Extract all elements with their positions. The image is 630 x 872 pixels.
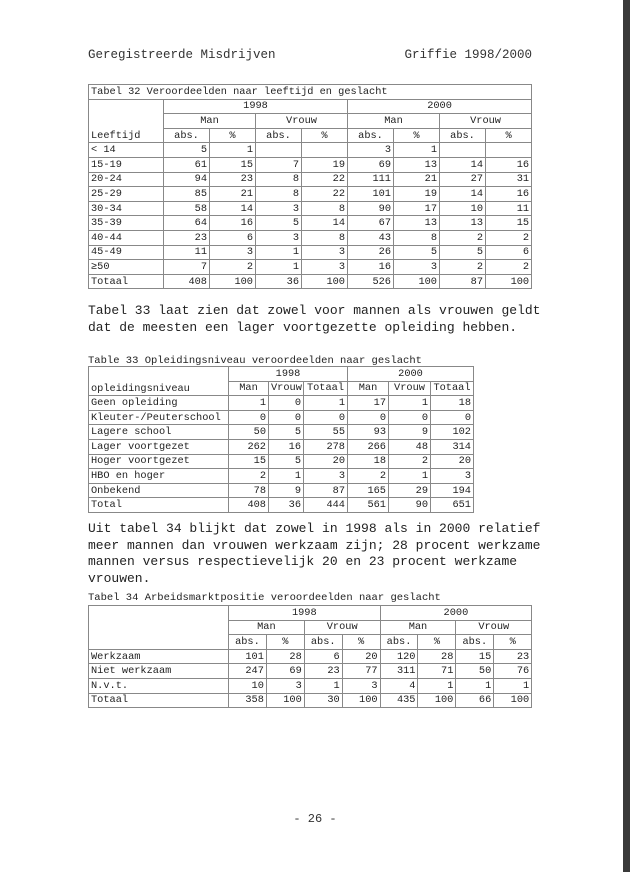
row-label: 15-19 — [89, 157, 164, 172]
cell-value: 526 — [348, 274, 394, 289]
cell-value: 9 — [389, 425, 431, 440]
cell-value — [440, 143, 486, 158]
table-row — [89, 187, 532, 202]
cell-value: 13 — [394, 216, 440, 231]
column-header: % — [342, 635, 380, 650]
cell-value: 1 — [389, 469, 431, 484]
table-title: Tabel 32 Veroordeelden naar leeftijd en geslacht — [89, 85, 532, 100]
label-header-cell — [89, 606, 229, 650]
table-row — [89, 425, 474, 440]
cell-value: 87 — [304, 483, 348, 498]
cell-value: 7 — [164, 260, 210, 275]
table-row — [89, 664, 532, 679]
cell-value: 101 — [229, 649, 267, 664]
year-header: 1998 — [164, 99, 348, 114]
cell-value: 2 — [440, 260, 486, 275]
cell-value: 93 — [348, 425, 389, 440]
cell-value: 55 — [304, 425, 348, 440]
column-header: % — [266, 635, 304, 650]
cell-value: 3 — [266, 678, 304, 693]
cell-value: 22 — [302, 187, 348, 202]
cell-value — [302, 143, 348, 158]
cell-value: 3 — [256, 201, 302, 216]
label-header: opleidingsniveau — [91, 383, 190, 396]
cell-value — [256, 143, 302, 158]
cell-value: 14 — [440, 157, 486, 172]
gender-header: Vrouw — [456, 620, 532, 635]
table-row — [89, 172, 532, 187]
cell-value: 247 — [229, 664, 267, 679]
table-34-title: Tabel 34 Arbeidsmarktpositie veroordeelden naar geslacht — [88, 592, 441, 604]
row-label: 25-29 — [89, 187, 164, 202]
table-row — [89, 260, 532, 275]
row-label: Totaal — [89, 274, 164, 289]
table-row — [89, 649, 532, 664]
cell-value: 21 — [394, 172, 440, 187]
cell-value: 50 — [456, 664, 494, 679]
cell-value: 14 — [302, 216, 348, 231]
cell-value: 22 — [302, 172, 348, 187]
column-header: Totaal — [304, 381, 348, 396]
cell-value: 28 — [418, 649, 456, 664]
cell-value: 1 — [304, 396, 348, 411]
row-label: 35-39 — [89, 216, 164, 231]
cell-value: 435 — [380, 693, 418, 708]
cell-value: 14 — [440, 187, 486, 202]
cell-value: 20 — [431, 454, 474, 469]
cell-value: 17 — [394, 201, 440, 216]
cell-value: 8 — [302, 201, 348, 216]
row-label: 30-34 — [89, 201, 164, 216]
column-header: abs. — [348, 128, 394, 143]
cell-value: 20 — [342, 649, 380, 664]
table-row — [89, 157, 532, 172]
cell-value: 3 — [304, 469, 348, 484]
cell-value: 2 — [440, 230, 486, 245]
cell-value: 26 — [348, 245, 394, 260]
cell-value: 8 — [302, 230, 348, 245]
cell-value: 0 — [389, 410, 431, 425]
year-header-row — [89, 99, 532, 114]
cell-value: 3 — [348, 143, 394, 158]
cell-value: 61 — [164, 157, 210, 172]
cell-value: 8 — [394, 230, 440, 245]
cell-value: 31 — [486, 172, 532, 187]
table-row — [89, 498, 474, 513]
cell-value: 408 — [164, 274, 210, 289]
cell-value: 1 — [256, 260, 302, 275]
cell-value: 262 — [229, 439, 269, 454]
cell-value: 165 — [348, 483, 389, 498]
cell-value: 15 — [210, 157, 256, 172]
cell-value: 11 — [486, 201, 532, 216]
cell-value: 651 — [431, 498, 474, 513]
row-label: HBO en hoger — [89, 469, 229, 484]
cell-value: 87 — [440, 274, 486, 289]
cell-value: 30 — [304, 693, 342, 708]
column-header: Man — [229, 381, 269, 396]
column-header: % — [394, 128, 440, 143]
cell-value: 19 — [302, 157, 348, 172]
cell-value: 20 — [304, 454, 348, 469]
cell-value: 10 — [229, 678, 267, 693]
table-row — [89, 245, 532, 260]
cell-value: 266 — [348, 439, 389, 454]
cell-value: 100 — [486, 274, 532, 289]
cell-value: 15 — [456, 649, 494, 664]
cell-value: 444 — [304, 498, 348, 513]
cell-value: 6 — [304, 649, 342, 664]
cell-value: 3 — [210, 245, 256, 260]
row-label: Lagere school — [89, 425, 229, 440]
year-header: 1998 — [229, 606, 381, 621]
table-row — [89, 469, 474, 484]
cell-value: 3 — [342, 678, 380, 693]
cell-value: 18 — [348, 454, 389, 469]
cell-value: 77 — [342, 664, 380, 679]
cell-value: 66 — [456, 693, 494, 708]
cell-value: 408 — [229, 498, 269, 513]
column-header: abs. — [256, 128, 302, 143]
cell-value: 1 — [229, 396, 269, 411]
label-header: Leeftijd — [91, 130, 141, 143]
cell-value: 94 — [164, 172, 210, 187]
table-32-age-gender — [88, 84, 532, 289]
table-row — [89, 201, 532, 216]
cell-value: 16 — [486, 187, 532, 202]
column-header: Vrouw — [389, 381, 431, 396]
cell-value: 15 — [229, 454, 269, 469]
cell-value: 2 — [486, 260, 532, 275]
cell-value: 3 — [431, 469, 474, 484]
cell-value: 13 — [440, 216, 486, 231]
row-label: N.v.t. — [89, 678, 229, 693]
gender-header: Vrouw — [304, 620, 380, 635]
cell-value: 120 — [380, 649, 418, 664]
cell-value: 2 — [348, 469, 389, 484]
cell-value: 1 — [494, 678, 532, 693]
row-label: Geen opleiding — [89, 396, 229, 411]
cell-value: 278 — [304, 439, 348, 454]
cell-value: 19 — [394, 187, 440, 202]
label-header-cell — [89, 367, 229, 396]
year-header: 2000 — [348, 99, 532, 114]
year-header: 1998 — [229, 367, 348, 382]
cell-value: 23 — [304, 664, 342, 679]
cell-value: 100 — [494, 693, 532, 708]
row-label: 40-44 — [89, 230, 164, 245]
column-header: abs. — [456, 635, 494, 650]
row-label: Niet werkzaam — [89, 664, 229, 679]
year-header: 2000 — [380, 606, 532, 621]
paragraph-2: Uit tabel 34 blijkt dat zowel in 1998 als in 2000 relatief meer mannen dan vrouwen werkzaam zijn; 28 procent werkzame mannen versus respectievelijk 20 en 23 procent werkzame vrouwen. — [88, 521, 541, 586]
cell-value: 16 — [269, 439, 304, 454]
cell-value: 0 — [348, 410, 389, 425]
cell-value: 36 — [269, 498, 304, 513]
header-title: Geregistreerde Misdrijven — [88, 48, 276, 62]
column-header: abs. — [164, 128, 210, 143]
scan-edge — [623, 0, 630, 872]
cell-value: 36 — [256, 274, 302, 289]
cell-value: 5 — [256, 216, 302, 231]
column-header: abs. — [229, 635, 267, 650]
gender-header: Vrouw — [256, 114, 348, 129]
cell-value: 48 — [389, 439, 431, 454]
cell-value: 100 — [394, 274, 440, 289]
row-label: < 14 — [89, 143, 164, 158]
cell-value: 1 — [394, 143, 440, 158]
row-label: Kleuter-/Peuterschool — [89, 410, 229, 425]
cell-value: 5 — [269, 425, 304, 440]
cell-value: 29 — [389, 483, 431, 498]
cell-value: 311 — [380, 664, 418, 679]
table-row — [89, 410, 474, 425]
cell-value: 85 — [164, 187, 210, 202]
page-number: - 26 - — [293, 812, 337, 826]
column-header: Man — [348, 381, 389, 396]
label-header-cell — [89, 99, 164, 143]
row-label: ≥50 — [89, 260, 164, 275]
cell-value: 1 — [304, 678, 342, 693]
cell-value: 3 — [302, 245, 348, 260]
column-header: % — [486, 128, 532, 143]
cell-value: 194 — [431, 483, 474, 498]
table-row — [89, 454, 474, 469]
cell-value: 13 — [394, 157, 440, 172]
cell-value: 69 — [348, 157, 394, 172]
row-label: Totaal — [89, 693, 229, 708]
cell-value: 71 — [418, 664, 456, 679]
cell-value: 16 — [348, 260, 394, 275]
table-row — [89, 216, 532, 231]
column-header: Totaal — [431, 381, 474, 396]
cell-value: 1 — [210, 143, 256, 158]
cell-value: 1 — [256, 245, 302, 260]
table-row — [89, 274, 532, 289]
row-label: Werkzaam — [89, 649, 229, 664]
cell-value: 0 — [269, 396, 304, 411]
cell-value: 100 — [418, 693, 456, 708]
cell-value: 64 — [164, 216, 210, 231]
cell-value: 1 — [389, 396, 431, 411]
cell-value: 5 — [394, 245, 440, 260]
table-row — [89, 483, 474, 498]
column-header: abs. — [440, 128, 486, 143]
cell-value: 16 — [210, 216, 256, 231]
cell-value: 0 — [229, 410, 269, 425]
row-label: Onbekend — [89, 483, 229, 498]
cell-value: 4 — [380, 678, 418, 693]
gender-header: Man — [164, 114, 256, 129]
row-label: Total — [89, 498, 229, 513]
cell-value: 1 — [418, 678, 456, 693]
cell-value: 8 — [256, 187, 302, 202]
cell-value: 1 — [456, 678, 494, 693]
cell-value: 8 — [256, 172, 302, 187]
cell-value: 28 — [266, 649, 304, 664]
column-header: % — [418, 635, 456, 650]
cell-value: 6 — [486, 245, 532, 260]
cell-value: 6 — [210, 230, 256, 245]
cell-value: 9 — [269, 483, 304, 498]
column-header: Vrouw — [269, 381, 304, 396]
cell-value: 314 — [431, 439, 474, 454]
cell-value: 100 — [302, 274, 348, 289]
table-row — [89, 439, 474, 454]
column-header: % — [302, 128, 348, 143]
cell-value: 3 — [394, 260, 440, 275]
table-34-labour-market-gender — [88, 605, 532, 708]
header-period: Griffie 1998/2000 — [404, 48, 532, 62]
row-label: Hoger voortgezet — [89, 454, 229, 469]
cell-value: 18 — [431, 396, 474, 411]
table-row — [89, 230, 532, 245]
gender-header: Vrouw — [440, 114, 532, 129]
cell-value: 100 — [266, 693, 304, 708]
cell-value: 0 — [431, 410, 474, 425]
cell-value: 90 — [348, 201, 394, 216]
cell-value: 69 — [266, 664, 304, 679]
cell-value: 78 — [229, 483, 269, 498]
table-33-education-gender — [88, 366, 474, 513]
cell-value: 2 — [389, 454, 431, 469]
table-row — [89, 143, 532, 158]
year-header: 2000 — [348, 367, 474, 382]
cell-value: 1 — [269, 469, 304, 484]
gender-header: Man — [229, 620, 305, 635]
cell-value: 0 — [304, 410, 348, 425]
gender-header: Man — [348, 114, 440, 129]
cell-value: 11 — [164, 245, 210, 260]
cell-value: 27 — [440, 172, 486, 187]
cell-value: 10 — [440, 201, 486, 216]
cell-value: 43 — [348, 230, 394, 245]
cell-value: 50 — [229, 425, 269, 440]
column-header: % — [494, 635, 532, 650]
cell-value: 102 — [431, 425, 474, 440]
table-33-title: Table 33 Opleidingsniveau veroordeelden naar geslacht — [88, 355, 422, 367]
cell-value: 23 — [210, 172, 256, 187]
column-header: % — [210, 128, 256, 143]
cell-value: 15 — [486, 216, 532, 231]
cell-value: 5 — [440, 245, 486, 260]
cell-value: 358 — [229, 693, 267, 708]
cell-value: 90 — [389, 498, 431, 513]
cell-value: 14 — [210, 201, 256, 216]
cell-value: 0 — [269, 410, 304, 425]
row-label: 45-49 — [89, 245, 164, 260]
cell-value: 100 — [342, 693, 380, 708]
year-header-row — [89, 367, 474, 382]
cell-value: 101 — [348, 187, 394, 202]
cell-value: 111 — [348, 172, 394, 187]
cell-value: 5 — [269, 454, 304, 469]
cell-value: 3 — [302, 260, 348, 275]
column-header: abs. — [304, 635, 342, 650]
cell-value: 23 — [494, 649, 532, 664]
cell-value: 58 — [164, 201, 210, 216]
table-row — [89, 693, 532, 708]
cell-value: 3 — [256, 230, 302, 245]
gender-header: Man — [380, 620, 456, 635]
cell-value: 7 — [256, 157, 302, 172]
table-row — [89, 396, 474, 411]
row-label: Lager voortgezet — [89, 439, 229, 454]
cell-value: 2 — [210, 260, 256, 275]
row-label: 20-24 — [89, 172, 164, 187]
cell-value: 16 — [486, 157, 532, 172]
cell-value: 2 — [486, 230, 532, 245]
cell-value: 76 — [494, 664, 532, 679]
cell-value — [486, 143, 532, 158]
year-header-row — [89, 606, 532, 621]
cell-value: 5 — [164, 143, 210, 158]
cell-value: 17 — [348, 396, 389, 411]
column-header: abs. — [380, 635, 418, 650]
paragraph-1: Tabel 33 laat zien dat zowel voor mannen als vrouwen geldt dat de meesten een lager voortgezette opleiding hebben. — [88, 303, 541, 335]
table-row — [89, 678, 532, 693]
cell-value: 100 — [210, 274, 256, 289]
cell-value: 561 — [348, 498, 389, 513]
cell-value: 67 — [348, 216, 394, 231]
cell-value: 2 — [229, 469, 269, 484]
cell-value: 21 — [210, 187, 256, 202]
cell-value: 23 — [164, 230, 210, 245]
